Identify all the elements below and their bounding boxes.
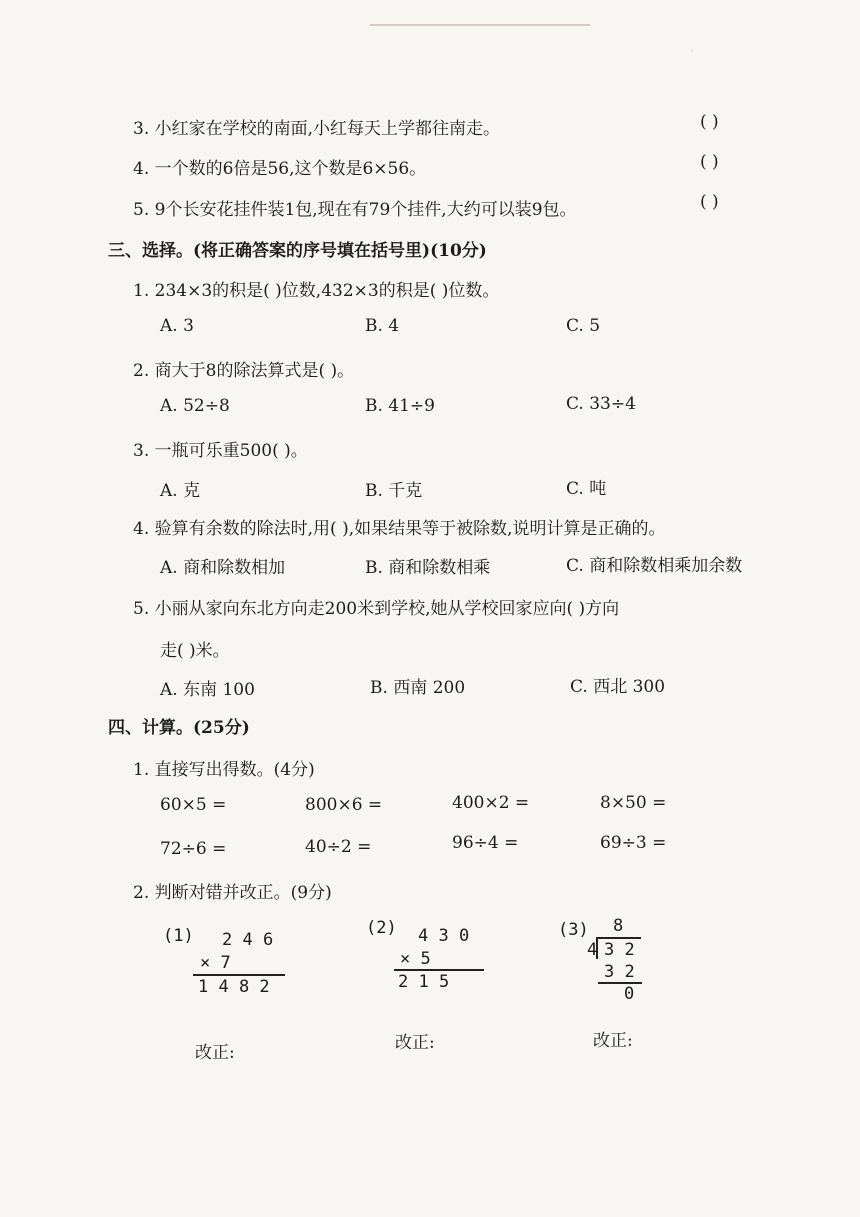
option-b[interactable]: B. 商和除数相乘 [365, 558, 491, 578]
judgment-item-3 [133, 114, 500, 139]
correction-label-1: 改正: [195, 1043, 235, 1063]
oral-calc-item: 40÷2 = [305, 837, 372, 857]
option-a[interactable]: A. 东南 100 [160, 680, 255, 700]
scan-speck: · [690, 44, 695, 59]
problem-label-1: (1) [163, 926, 194, 946]
divisor: 4 [587, 940, 598, 960]
correction-label-2: 改正: [395, 1033, 435, 1053]
multiplier: × 7 [200, 953, 231, 973]
item-number: 5. [133, 200, 150, 220]
division-bar [597, 937, 641, 939]
product: 1 4 8 2 [198, 977, 270, 997]
quotient: 8 [613, 916, 624, 936]
option-c[interactable]: C. 吨 [566, 479, 607, 499]
option-b[interactable]: B. 4 [365, 316, 400, 336]
item-text: 9个长安花挂件装1包,现在有79个挂件,大约可以装9包。 [154, 200, 577, 220]
problem-label-3: (3) [558, 920, 589, 940]
oral-calc-item: 69÷3 = [600, 833, 667, 853]
item-number: 4. [133, 159, 150, 179]
correction-label-3: 改正: [593, 1031, 633, 1051]
item-text: 一个数的6倍是56,这个数是6×56。 [154, 159, 427, 179]
option-c[interactable]: C. 33÷4 [566, 394, 636, 414]
oral-calc-item: 72÷6 = [160, 839, 227, 859]
multiplicand: 4 3 0 [418, 926, 470, 946]
oral-calc-item: 8×50 = [600, 793, 667, 813]
multiplicand: 2 4 6 [222, 930, 274, 950]
multiplier: × 5 [400, 949, 431, 969]
subtraction-line [598, 982, 642, 984]
option-a[interactable]: A. 商和除数相加 [160, 558, 286, 578]
option-a[interactable]: A. 克 [160, 481, 201, 501]
dividend: 3 2 [604, 940, 635, 960]
option-c[interactable]: C. 商和除数相乘加余数 [566, 556, 743, 576]
subtrahend: 3 2 [604, 962, 635, 982]
section-4-title: 四、计算。(25分) [108, 718, 250, 738]
oral-calc-item: 800×6 = [305, 795, 383, 815]
item-text: 小红家在学校的南面,小红每天上学都往南走。 [154, 119, 501, 139]
calc-q2-title: 2. 判断对错并改正。(9分) [133, 883, 332, 903]
product: 2 1 5 [398, 972, 450, 992]
scan-mark [370, 24, 590, 26]
choice-q5-stem-line1: 5. 小丽从家向东北方向走200米到学校,她从学校回家应向( )方向 [133, 599, 620, 619]
section-3-title: 三、选择。(将正确答案的序号填在括号里)(10分) [108, 241, 487, 261]
choice-q5-stem-line2: 走( )米。 [160, 641, 230, 661]
option-b[interactable]: B. 41÷9 [365, 396, 435, 416]
oral-calc-item: 96÷4 = [452, 833, 519, 853]
choice-q4-stem: 4. 验算有余数的除法时,用( ),如果结果等于被除数,说明计算是正确的。 [133, 519, 666, 539]
option-a[interactable]: A. 52÷8 [160, 396, 230, 416]
result-line [193, 974, 285, 976]
choice-q3-stem: 3. 一瓶可乐重500( )。 [133, 441, 308, 461]
option-b[interactable]: B. 西南 200 [370, 678, 466, 698]
calc-q1-title: 1. 直接写出得数。(4分) [133, 760, 315, 780]
option-b[interactable]: B. 千克 [365, 481, 423, 501]
choice-q1-stem: 1. 234×3的积是( )位数,432×3的积是( )位数。 [133, 281, 500, 301]
oral-calc-item: 60×5 = [160, 795, 227, 815]
judgment-item-4 [133, 154, 426, 179]
judgment-item-5 [133, 195, 577, 220]
choice-q2-stem: 2. 商大于8的除法算式是( )。 [133, 361, 355, 381]
oral-calc-item: 400×2 = [452, 793, 530, 813]
answer-paren[interactable]: ( ) [700, 152, 719, 172]
item-number: 3. [133, 119, 150, 139]
result-line [394, 969, 484, 971]
option-c[interactable]: C. 西北 300 [570, 677, 666, 697]
option-a[interactable]: A. 3 [160, 316, 194, 336]
remainder: 0 [624, 984, 635, 1004]
answer-paren[interactable]: ( ) [700, 112, 719, 132]
answer-paren[interactable]: ( ) [700, 192, 719, 212]
option-c[interactable]: C. 5 [566, 316, 601, 336]
problem-label-2: (2) [366, 918, 397, 938]
